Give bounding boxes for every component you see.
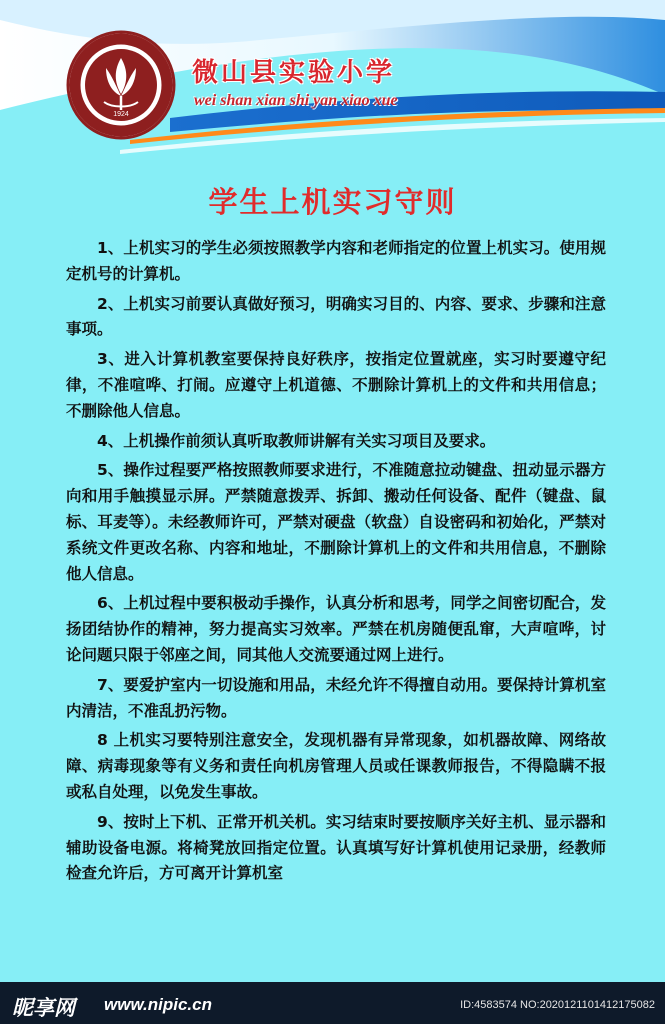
school-logo <box>66 30 176 140</box>
rule-item: 1、上机实习的学生必须按照教学内容和老师指定的位置上机实习。使用规定机号的计算机。 <box>66 239 606 283</box>
rule-item: 7、要爱护室内一切设施和用品，未经允许不得擅自动用。要保持计算机室内清洁，不准乱扔污物。 <box>66 675 606 720</box>
rule-item: 3、进入计算机教室要保持良好秩序，按指定位置就座，实习时要遵守纪律，不准喧哗、打闹。应遵守上机道德、不删除计算机上的文件和共用信息；不删除他人信息。 <box>66 350 606 420</box>
rule-item: 9、按时上下机、正常开机关机。实习结束时要按顺序关好主机、显示器和辅助设备电源。将椅凳放回指定位置。认真填写好计算机使用记录册，经教师检查允许后，方可离开计算机室 <box>66 812 606 883</box>
header-banner <box>0 0 665 160</box>
school-name-en: wei shan xian shi yan xiao xue <box>194 92 398 109</box>
school-name-cn: 微山县实验小学 <box>192 58 396 88</box>
lotus-emblem-icon <box>66 30 176 140</box>
rule-item: 4、上机操作前须认真听取教师讲解有关实习项目及要求。 <box>97 431 496 450</box>
rule-item: 2、上机实习前要认真做好预习，明确实习目的、内容、要求、步骤和注意事项。 <box>66 294 606 339</box>
watermark-url: www.nipic.cn <box>104 995 212 1014</box>
watermark-id: ID:4583574 NO:20201211014121750​82 <box>460 999 655 1011</box>
watermark-bar <box>0 982 665 1024</box>
logo-year: 1924 <box>113 111 129 118</box>
rule-item: 8 上机实习要特别注意安全，发现机器有异常现象，如机器故障、网络故障、病毒现象等有义务和责任向机房管理人员或任课教师报告，不得隐瞒不报或私自处理，以免发生事故。 <box>66 731 606 801</box>
rule-item: 6、上机过程中要积极动手操作，认真分析和思考，同学之间密切配合，发扬团结协作的精神，努力提高实习效率。严禁在机房随便乱窜，大声喧哗，讨论问题只限于邻座之间，同其他人交流要通过网上进行。 <box>66 594 606 664</box>
rules-list <box>66 236 606 891</box>
rule-item: 5、操作过程要严格按照教师要求进行，不准随意拉动键盘、扭动显示器方向和用手触摸显示屏。严禁随意拨弄、拆卸、搬动任何设备、配件（键盘、鼠标、耳麦等）。未经教师许可，严禁对硬盘（软盘）自设密码和初始化，严禁对系统文件更改名称、内容和地址，不删除计算机上的文件和共用信息，不删除他人信息。 <box>66 461 606 583</box>
page-title: 学生上机实习守则 <box>208 185 457 219</box>
watermark-site-logo: 昵享网 <box>12 996 75 1020</box>
